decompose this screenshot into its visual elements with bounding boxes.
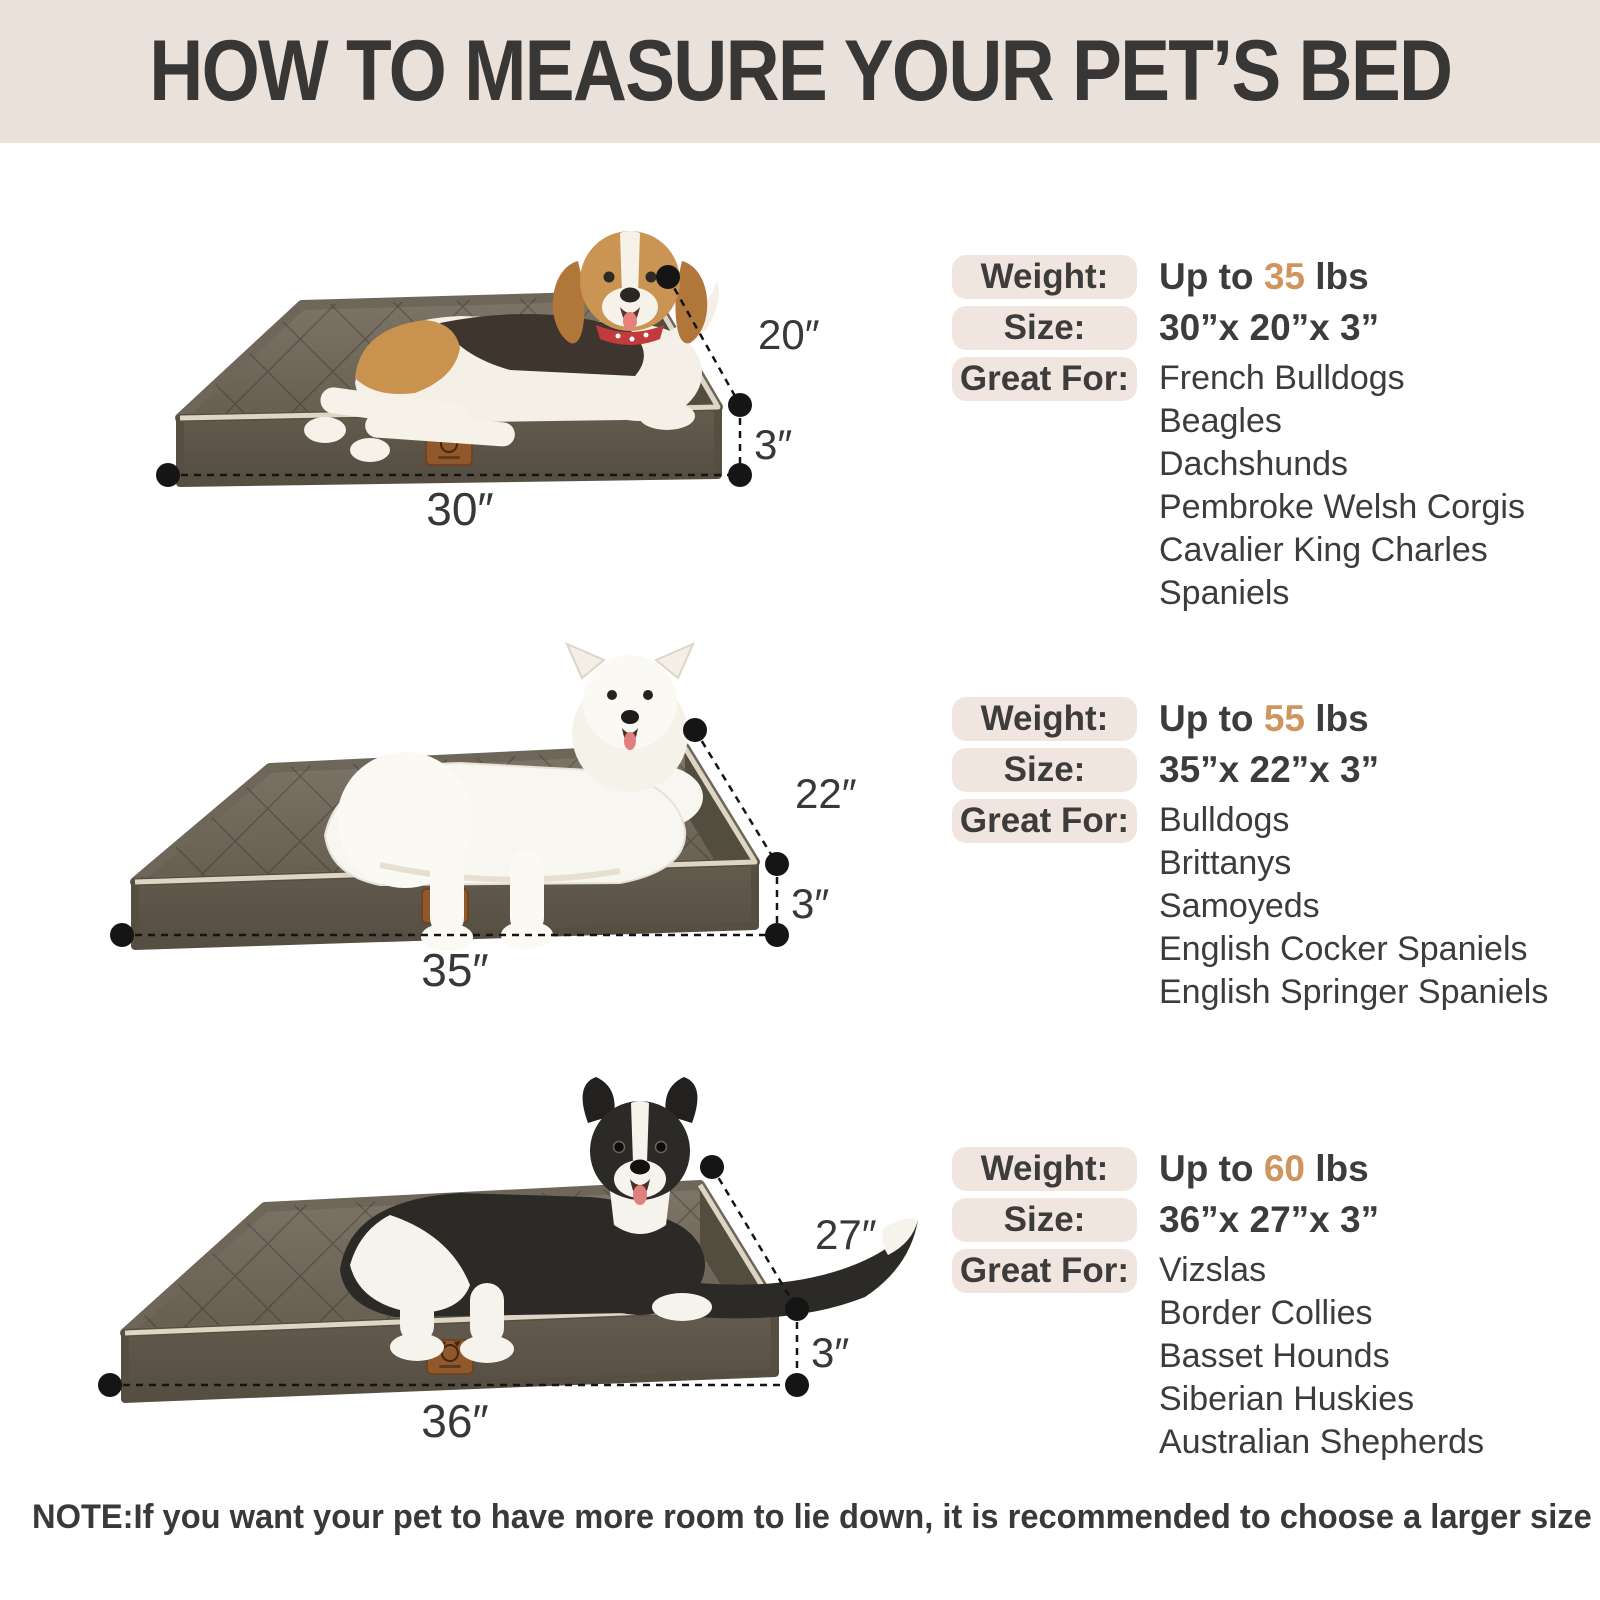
width-dimension-label: 36″ [421,1395,489,1447]
breed-item: Brittanys [1159,844,1292,882]
depth-dimension-label: 20″ [758,311,820,358]
weight-label: Weight: [952,697,1137,741]
page-title: HOW TO MEASURE YOUR PET’S BED [148,23,1452,119]
size-label: Size: [952,1198,1137,1242]
height-dimension-label: 3″ [791,880,830,927]
weight-value: Up to 55 lbs [1159,698,1369,739]
breed-item: French Bulldogs [1159,359,1405,397]
size-section-medium [0,580,1600,1015]
depth-dimension-label: 22″ [795,770,857,817]
info-panel-medium [952,697,1584,1021]
breed-item: Samoyeds [1159,887,1320,925]
weight-value: Up to 60 lbs [1159,1148,1369,1189]
breed-item: English Springer Spaniels [1159,973,1549,1011]
size-label: Size: [952,748,1137,792]
breed-item: Dachshunds [1159,445,1349,483]
info-panel-small [952,255,1584,622]
great-for-label: Great For: [952,357,1137,401]
breed-item: Border Collies [1159,1294,1373,1332]
breed-item: Pembroke Welsh Corgis [1159,488,1525,526]
title-banner [0,0,1600,143]
width-dimension-label: 30″ [426,483,494,535]
breed-item: Vizslas [1159,1251,1267,1289]
bed-illustration-medium [40,580,940,1015]
height-dimension-label: 3″ [811,1329,850,1376]
breed-item: Beagles [1159,402,1282,440]
size-value: 36”x 27”x 3” [1159,1199,1380,1240]
depth-dimension-label: 27″ [815,1211,877,1258]
info-panel-large [952,1147,1584,1471]
breed-item: Australian Shepherds [1159,1423,1485,1461]
weight-label: Weight: [952,1147,1137,1191]
bed-illustration-large [40,1015,940,1500]
note-text: NOTE:If you want your pet to have more room to lie down, it is recommended to choose a larger size [32,1498,1592,1536]
size-value: 30”x 20”x 3” [1159,307,1380,348]
weight-value: Up to 35 lbs [1159,256,1369,297]
breed-item: Bulldogs [1159,801,1290,839]
breed-item: Cavalier King Charles Spaniels [1159,531,1488,612]
breed-list [1159,1249,1584,1464]
size-section-small [0,143,1600,612]
size-label: Size: [952,306,1137,350]
size-section-large [0,1015,1600,1500]
breed-item: Siberian Huskies [1159,1380,1415,1418]
height-dimension-label: 3″ [754,421,793,468]
bed-illustration-small [40,143,940,580]
breed-list [1159,799,1584,1014]
width-dimension-label: 35″ [421,944,489,996]
breed-item: Basset Hounds [1159,1337,1390,1375]
weight-label: Weight: [952,255,1137,299]
great-for-label: Great For: [952,799,1137,843]
great-for-label: Great For: [952,1249,1137,1293]
breed-item: English Cocker Spaniels [1159,930,1528,968]
size-value: 35”x 22”x 3” [1159,749,1380,790]
footer-note [0,1498,1600,1537]
breed-list [1159,357,1584,615]
